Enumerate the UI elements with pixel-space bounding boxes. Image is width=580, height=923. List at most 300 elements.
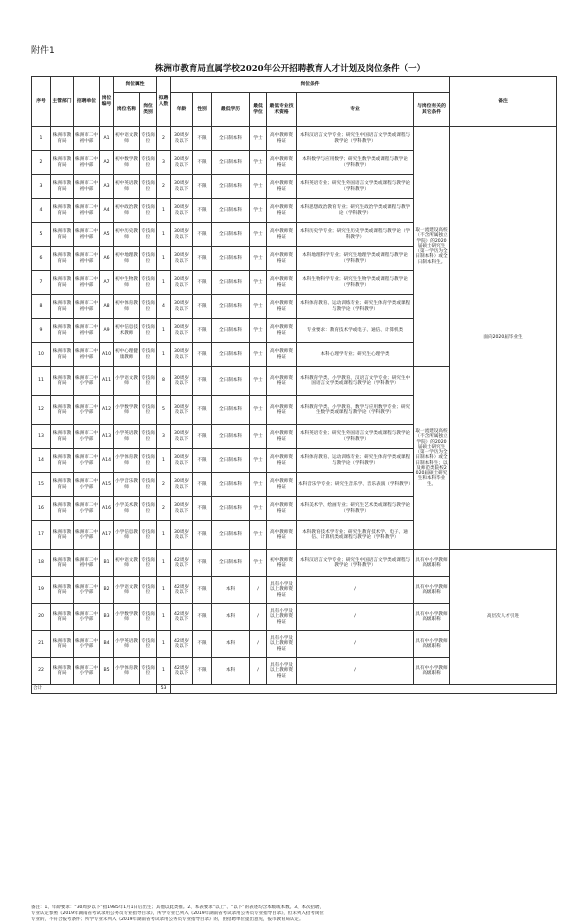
header-num: 拟聘人数 xyxy=(157,77,171,127)
cell-post-type: 专技岗位 xyxy=(140,199,157,223)
cell-qual: 高中教师资格证 xyxy=(267,127,297,151)
cell-post-code: B2 xyxy=(100,577,114,604)
cell-post-name: 初中语文教师 xyxy=(114,127,140,151)
cell-unit: 株洲市二中小学部 xyxy=(74,604,100,631)
cell-dept: 株洲市教育局 xyxy=(51,343,74,367)
cell-dept: 株洲市教育局 xyxy=(51,271,74,295)
total-empty xyxy=(171,685,557,694)
cell-edu: 本科 xyxy=(212,658,250,685)
cell-other: 取一流建设高校（不含所属独立学院）的2020届硕士研究生（第一学历为全日制本科）或全日制本科生；以及师范类院校2020届硕士研究生和本科毕业生。 xyxy=(414,367,450,550)
cell-gender: 不限 xyxy=(193,247,212,271)
cell-seq: 12 xyxy=(32,396,51,425)
cell-other: 具有中小学教师高级职称 xyxy=(414,577,450,604)
cell-unit: 株洲市二中初中部 xyxy=(74,550,100,577)
table-row xyxy=(32,550,557,577)
cell-degree: 学士 xyxy=(250,521,267,550)
cell-qual: 具有小学及以上教师资格证 xyxy=(267,631,297,658)
cell-major: 本科教育技术学专业；研究生教育技术学、电子、通信、计算机类或课程与教学论（学科教学） xyxy=(297,521,414,550)
footnote-line: 备注：1、年龄要求：“30周岁以下”指1985年1月1日后出生；其他以此类推。2、本表要求“以上”、“以下”的表述均含本级或本数。3、本次招聘， xyxy=(31,905,324,910)
cell-unit: 株洲市二中初中部 xyxy=(74,247,100,271)
cell-major: / xyxy=(297,658,414,685)
cell-seq: 14 xyxy=(32,449,51,473)
cell-seq: 1 xyxy=(32,127,51,151)
cell-major: 本科生物科学专业；研究生生物学类或课程与教学论（学科教学） xyxy=(297,271,414,295)
cell-dept: 株洲市教育局 xyxy=(51,295,74,319)
cell-edu: 全日制本科 xyxy=(212,127,250,151)
cell-other: 具有中小学教师高级职称 xyxy=(414,550,450,577)
cell-degree: 学士 xyxy=(250,497,267,521)
cell-dept: 株洲市教育局 xyxy=(51,658,74,685)
cell-dept: 株洲市教育局 xyxy=(51,449,74,473)
cell-unit: 株洲市二中小学部 xyxy=(74,497,100,521)
cell-post-type: 专技岗位 xyxy=(140,127,157,151)
cell-seq: 15 xyxy=(32,473,51,497)
cell-post-code: A13 xyxy=(100,425,114,449)
cell-num: 1 xyxy=(157,343,171,367)
cell-unit: 株洲市二中初中部 xyxy=(74,127,100,151)
cell-gender: 不限 xyxy=(193,223,212,247)
cell-edu: 全日制本科 xyxy=(212,473,250,497)
cell-edu: 全日制本科 xyxy=(212,449,250,473)
cell-post-type: 专技岗位 xyxy=(140,223,157,247)
cell-edu: 全日制本科 xyxy=(212,367,250,396)
cell-major: 本科思想政治教育专业；研究生政治学类或课程与教学论（学科教学） xyxy=(297,199,414,223)
cell-num: 1 xyxy=(157,271,171,295)
cell-post-code: B1 xyxy=(100,550,114,577)
cell-post-code: A14 xyxy=(100,449,114,473)
cell-num: 2 xyxy=(157,497,171,521)
cell-seq: 11 xyxy=(32,367,51,396)
cell-num: 1 xyxy=(157,604,171,631)
cell-seq: 16 xyxy=(32,497,51,521)
cell-qual: 高中教师资格证 xyxy=(267,223,297,247)
table-row xyxy=(32,127,557,151)
cell-unit: 株洲市二中初中部 xyxy=(74,271,100,295)
cell-post-type: 专技岗位 xyxy=(140,521,157,550)
cell-degree: / xyxy=(250,658,267,685)
cell-degree: 学士 xyxy=(250,449,267,473)
cell-edu: 本科 xyxy=(212,577,250,604)
cell-dept: 株洲市教育局 xyxy=(51,127,74,151)
cell-degree: 学士 xyxy=(250,271,267,295)
cell-post-name: 初中体育教师 xyxy=(114,295,140,319)
cell-seq: 22 xyxy=(32,658,51,685)
cell-qual: 具有小学及以上教师资格证 xyxy=(267,658,297,685)
cell-gender: 不限 xyxy=(193,343,212,367)
header-remark: 备注 xyxy=(450,77,557,127)
cell-unit: 株洲市二中初中部 xyxy=(74,151,100,175)
cell-post-name: 初中生物教师 xyxy=(114,271,140,295)
cell-major: 本科英语专业；研究生外国语言文学类或课程与教学论（学科教学） xyxy=(297,175,414,199)
cell-edu: 全日制本科 xyxy=(212,271,250,295)
total-row xyxy=(32,685,557,694)
cell-edu: 全日制本科 xyxy=(212,319,250,343)
cell-post-type: 专技岗位 xyxy=(140,271,157,295)
cell-post-type: 专技岗位 xyxy=(140,577,157,604)
cell-qual: 高中教师资格证 xyxy=(267,449,297,473)
cell-age: 30周岁及以下 xyxy=(171,199,193,223)
cell-seq: 7 xyxy=(32,271,51,295)
cell-num: 1 xyxy=(157,550,171,577)
cell-edu: 全日制本科 xyxy=(212,175,250,199)
cell-degree: 学士 xyxy=(250,319,267,343)
header-gender: 性别 xyxy=(193,93,212,127)
cell-edu: 全日制本科 xyxy=(212,223,250,247)
cell-dept: 株洲市教育局 xyxy=(51,367,74,396)
header-age: 年龄 xyxy=(171,93,193,127)
cell-post-type: 专技岗位 xyxy=(140,343,157,367)
cell-qual: 高中教师资格证 xyxy=(267,271,297,295)
cell-seq: 8 xyxy=(32,295,51,319)
cell-major: 本科体育教育、运动训练专业；研究生体育学类或课程与教学论（学科教学） xyxy=(297,295,414,319)
cell-post-type: 专技岗位 xyxy=(140,658,157,685)
cell-gender: 不限 xyxy=(193,658,212,685)
cell-dept: 株洲市教育局 xyxy=(51,497,74,521)
cell-num: 1 xyxy=(157,247,171,271)
cell-unit: 株洲市二中小学部 xyxy=(74,521,100,550)
cell-edu: 全日制本科 xyxy=(212,497,250,521)
cell-edu: 全日制本科 xyxy=(212,396,250,425)
header-post-name: 岗位名称 xyxy=(114,93,140,127)
cell-age: 30周岁及以下 xyxy=(171,151,193,175)
cell-qual: 高中教师资格证 xyxy=(267,473,297,497)
cell-age: 30周岁及以下 xyxy=(171,247,193,271)
cell-qual: 高中教师资格证 xyxy=(267,247,297,271)
cell-degree: 学士 xyxy=(250,425,267,449)
header-seq: 序号 xyxy=(32,77,51,127)
cell-major: / xyxy=(297,577,414,604)
cell-edu: 本科 xyxy=(212,604,250,631)
cell-post-name: 小学语文教师 xyxy=(114,367,140,396)
cell-num: 1 xyxy=(157,199,171,223)
cell-degree: 学士 xyxy=(250,151,267,175)
header-other: 与岗位有关的其它条件 xyxy=(414,93,450,127)
cell-major: 专业要求：教育技术学或电子、通信、计算机类 xyxy=(297,319,414,343)
cell-seq: 18 xyxy=(32,550,51,577)
cell-age: 30周岁及以下 xyxy=(171,521,193,550)
cell-age: 30周岁及以下 xyxy=(171,295,193,319)
cell-num: 1 xyxy=(157,223,171,247)
cell-post-type: 专技岗位 xyxy=(140,175,157,199)
cell-degree: / xyxy=(250,577,267,604)
cell-seq: 13 xyxy=(32,425,51,449)
cell-seq: 5 xyxy=(32,223,51,247)
cell-major: / xyxy=(297,631,414,658)
cell-unit: 株洲市二中小学部 xyxy=(74,658,100,685)
cell-qual: 具有小学及以上教师资格证 xyxy=(267,577,297,604)
cell-gender: 不限 xyxy=(193,367,212,396)
cell-post-type: 专技岗位 xyxy=(140,497,157,521)
cell-num: 8 xyxy=(157,367,171,396)
cell-age: 42周岁及以下 xyxy=(171,658,193,685)
cell-unit: 株洲市二中小学部 xyxy=(74,577,100,604)
cell-edu: 全日制本科 xyxy=(212,247,250,271)
cell-other: 具有中小学教师高级职称 xyxy=(414,631,450,658)
cell-age: 42周岁及以下 xyxy=(171,631,193,658)
cell-num: 2 xyxy=(157,127,171,151)
header-post-code: 岗位编号 xyxy=(100,77,114,127)
cell-gender: 不限 xyxy=(193,127,212,151)
cell-post-type: 专技岗位 xyxy=(140,319,157,343)
cell-qual: 高中教师资格证 xyxy=(267,343,297,367)
cell-num: 2 xyxy=(157,175,171,199)
header-conditions: 岗位条件 xyxy=(171,77,450,93)
cell-major: 本科汉语言文学专业；研究生中国语言文学类或课程与教学论（学科教学） xyxy=(297,127,414,151)
cell-age: 30周岁及以下 xyxy=(171,425,193,449)
cell-degree: 学士 xyxy=(250,175,267,199)
header-dept: 主管部门 xyxy=(51,77,74,127)
cell-post-name: 小学体育教师 xyxy=(114,449,140,473)
cell-qual: 高中教师资格证 xyxy=(267,295,297,319)
cell-gender: 不限 xyxy=(193,521,212,550)
header-qual: 最低专业技术资格 xyxy=(267,93,297,127)
header-post-type: 岗位类别 xyxy=(140,93,157,127)
table-body xyxy=(32,127,557,694)
cell-gender: 不限 xyxy=(193,425,212,449)
cell-seq: 6 xyxy=(32,247,51,271)
cell-post-type: 专技岗位 xyxy=(140,367,157,396)
cell-post-name: 初中英语教师 xyxy=(114,175,140,199)
cell-age: 30周岁及以下 xyxy=(171,319,193,343)
cell-age: 30周岁及以下 xyxy=(171,497,193,521)
cell-post-name: 小学英语教师 xyxy=(114,631,140,658)
cell-dept: 株洲市教育局 xyxy=(51,550,74,577)
cell-major: 本科数学与应用数学；研究生数学类或课程与教学论（学科教学） xyxy=(297,151,414,175)
cell-seq: 20 xyxy=(32,604,51,631)
cell-num: 1 xyxy=(157,577,171,604)
cell-num: 1 xyxy=(157,521,171,550)
cell-dept: 株洲市教育局 xyxy=(51,199,74,223)
cell-post-code: A1 xyxy=(100,127,114,151)
cell-post-type: 专技岗位 xyxy=(140,396,157,425)
cell-post-type: 专技岗位 xyxy=(140,449,157,473)
cell-post-code: A8 xyxy=(100,295,114,319)
cell-post-type: 专技岗位 xyxy=(140,425,157,449)
cell-gender: 不限 xyxy=(193,271,212,295)
cell-gender: 不限 xyxy=(193,295,212,319)
recruitment-table xyxy=(31,76,557,694)
cell-age: 42周岁及以下 xyxy=(171,604,193,631)
cell-qual: 高中教师资格证 xyxy=(267,367,297,396)
cell-post-code: A10 xyxy=(100,343,114,367)
cell-post-code: A7 xyxy=(100,271,114,295)
cell-post-name: 初中历史教师 xyxy=(114,223,140,247)
cell-unit: 株洲市二中初中部 xyxy=(74,319,100,343)
cell-degree: 学士 xyxy=(250,396,267,425)
cell-post-code: B5 xyxy=(100,658,114,685)
cell-unit: 株洲市二中小学部 xyxy=(74,449,100,473)
cell-post-name: 初中政治教师 xyxy=(114,199,140,223)
cell-gender: 不限 xyxy=(193,473,212,497)
cell-other: 具有中小学教师高级职称 xyxy=(414,658,450,685)
cell-post-type: 专技岗位 xyxy=(140,247,157,271)
cell-degree: 学士 xyxy=(250,295,267,319)
cell-major: 本科英语专业；研究生外国语言文学类或课程与教学论（学科教学） xyxy=(297,425,414,449)
cell-dept: 株洲市教育局 xyxy=(51,319,74,343)
cell-seq: 3 xyxy=(32,175,51,199)
cell-edu: 全日制本科 xyxy=(212,199,250,223)
cell-dept: 株洲市教育局 xyxy=(51,473,74,497)
cell-num: 4 xyxy=(157,295,171,319)
cell-unit: 株洲市二中小学部 xyxy=(74,367,100,396)
cell-major: 本科音乐学专业；研究生音乐学、音乐表演（学科教学） xyxy=(297,473,414,497)
header-major: 专业 xyxy=(297,93,414,127)
cell-seq: 21 xyxy=(32,631,51,658)
cell-gender: 不限 xyxy=(193,550,212,577)
cell-post-code: A5 xyxy=(100,223,114,247)
cell-dept: 株洲市教育局 xyxy=(51,247,74,271)
cell-post-name: 小学美术教师 xyxy=(114,497,140,521)
cell-unit: 株洲市二中初中部 xyxy=(74,343,100,367)
total-num: 53 xyxy=(157,685,171,694)
cell-post-code: A15 xyxy=(100,473,114,497)
cell-dept: 株洲市教育局 xyxy=(51,151,74,175)
cell-gender: 不限 xyxy=(193,497,212,521)
cell-degree: 学士 xyxy=(250,127,267,151)
cell-gender: 不限 xyxy=(193,449,212,473)
cell-post-name: 小学信息教师 xyxy=(114,521,140,550)
cell-post-type: 专技岗位 xyxy=(140,295,157,319)
total-label: 合计 xyxy=(32,685,157,694)
cell-dept: 株洲市教育局 xyxy=(51,223,74,247)
cell-post-code: B4 xyxy=(100,631,114,658)
attachment-label: 附件1 xyxy=(31,46,55,56)
cell-unit: 株洲市二中小学部 xyxy=(74,631,100,658)
cell-edu: 全日制本科 xyxy=(212,151,250,175)
cell-num: 1 xyxy=(157,449,171,473)
cell-post-name: 小学音乐教师 xyxy=(114,473,140,497)
cell-age: 42周岁及以下 xyxy=(171,550,193,577)
cell-age: 30周岁及以下 xyxy=(171,175,193,199)
cell-degree: 学士 xyxy=(250,343,267,367)
cell-post-code: A11 xyxy=(100,367,114,396)
cell-seq: 19 xyxy=(32,577,51,604)
cell-post-code: A12 xyxy=(100,396,114,425)
cell-qual: 高中教师资格证 xyxy=(267,199,297,223)
cell-age: 30周岁及以下 xyxy=(171,343,193,367)
cell-unit: 株洲市二中初中部 xyxy=(74,175,100,199)
cell-major: 本科美术学、绘画专业；研究生艺术类或课程与教学论（学科教学） xyxy=(297,497,414,521)
cell-gender: 不限 xyxy=(193,604,212,631)
cell-num: 1 xyxy=(157,319,171,343)
cell-qual: 高中教师资格证 xyxy=(267,175,297,199)
cell-post-name: 初中信息技术教师 xyxy=(114,319,140,343)
cell-major: 本科体育教育、运动训练专业；研究生体育学类或课程与教学论（学科教学） xyxy=(297,449,414,473)
cell-age: 30周岁及以下 xyxy=(171,396,193,425)
cell-post-name: 小学英语教师 xyxy=(114,425,140,449)
header-edu: 最低学历 xyxy=(212,93,250,127)
cell-degree: 学士 xyxy=(250,199,267,223)
cell-gender: 不限 xyxy=(193,319,212,343)
cell-qual: 高中教师资格证 xyxy=(267,521,297,550)
cell-degree: / xyxy=(250,604,267,631)
cell-unit: 株洲市二中小学部 xyxy=(74,396,100,425)
cell-qual: 初中教师资格证 xyxy=(267,550,297,577)
cell-qual: 高中教师资格证 xyxy=(267,425,297,449)
footnotes xyxy=(31,905,556,923)
cell-degree: 学士 xyxy=(250,550,267,577)
cell-degree: 学士 xyxy=(250,247,267,271)
cell-num: 1 xyxy=(157,631,171,658)
cell-degree: / xyxy=(250,631,267,658)
header-degree: 最低学位 xyxy=(250,93,267,127)
page-title: 株洲市教育局直属学校2020年公开招聘教育人才计划及岗位条件（一） xyxy=(154,64,426,74)
cell-post-name: 小学语文教师 xyxy=(114,577,140,604)
cell-dept: 株洲市教育局 xyxy=(51,425,74,449)
cell-gender: 不限 xyxy=(193,199,212,223)
cell-dept: 株洲市教育局 xyxy=(51,577,74,604)
cell-edu: 全日制本科 xyxy=(212,521,250,550)
cell-post-code: A17 xyxy=(100,521,114,550)
cell-major: 本科地理科学专业；研究生地理学类或课程与教学论（学科教学） xyxy=(297,247,414,271)
cell-major: 本科心理学专业；研究生心理学类 xyxy=(297,343,414,367)
cell-seq: 9 xyxy=(32,319,51,343)
cell-post-code: A2 xyxy=(100,151,114,175)
cell-qual: 具有小学及以上教师资格证 xyxy=(267,604,297,631)
cell-num: 5 xyxy=(157,396,171,425)
cell-degree: 学士 xyxy=(250,473,267,497)
cell-gender: 不限 xyxy=(193,151,212,175)
cell-dept: 株洲市教育局 xyxy=(51,175,74,199)
cell-unit: 株洲市二中初中部 xyxy=(74,295,100,319)
cell-post-name: 初中地理教师 xyxy=(114,247,140,271)
cell-post-name: 小学体育教师 xyxy=(114,658,140,685)
cell-edu: 全日制本科 xyxy=(212,343,250,367)
cell-age: 42周岁及以下 xyxy=(171,577,193,604)
cell-dept: 株洲市教育局 xyxy=(51,604,74,631)
cell-gender: 不限 xyxy=(193,396,212,425)
cell-degree: 学士 xyxy=(250,223,267,247)
cell-post-code: A16 xyxy=(100,497,114,521)
cell-edu: 本科 xyxy=(212,631,250,658)
cell-qual: 高中教师资格证 xyxy=(267,396,297,425)
cell-post-code: A9 xyxy=(100,319,114,343)
cell-remark: 高层次人才引进 xyxy=(450,550,557,685)
cell-unit: 株洲市二中初中部 xyxy=(74,199,100,223)
cell-num: 2 xyxy=(157,473,171,497)
cell-post-type: 专技岗位 xyxy=(140,631,157,658)
cell-unit: 株洲市二中初中部 xyxy=(74,223,100,247)
cell-age: 30周岁及以下 xyxy=(171,449,193,473)
cell-age: 30周岁及以下 xyxy=(171,271,193,295)
cell-dept: 株洲市教育局 xyxy=(51,521,74,550)
cell-post-name: 初中数学教师 xyxy=(114,151,140,175)
cell-post-name: 小学数学教师 xyxy=(114,604,140,631)
cell-major: 本科汉语言文学专业；研究生中国语言文学类或课程与教学论（学科教学） xyxy=(297,550,414,577)
cell-dept: 株洲市教育局 xyxy=(51,396,74,425)
cell-gender: 不限 xyxy=(193,175,212,199)
cell-degree: 学士 xyxy=(250,367,267,396)
footnote-line: 专业的，不符合报考条件；所学专业未列入《2019年湖南省考试录用公务员专业指导目录》的，由招聘单位提出意见，报市教育局认定。 xyxy=(31,916,304,922)
cell-post-name: 初中心理健康教师 xyxy=(114,343,140,367)
cell-qual: 高中教师资格证 xyxy=(267,319,297,343)
cell-post-code: A4 xyxy=(100,199,114,223)
cell-major: 本科教育学类、小学教育、数学与应用数学专业；研究生数学类或课程与教学论（学科教学） xyxy=(297,396,414,425)
cell-remark: 面向2020届毕业生 xyxy=(450,127,557,550)
cell-qual: 高中教师资格证 xyxy=(267,497,297,521)
cell-num: 3 xyxy=(157,425,171,449)
cell-seq: 10 xyxy=(32,343,51,367)
cell-unit: 株洲市二中小学部 xyxy=(74,473,100,497)
cell-seq: 4 xyxy=(32,199,51,223)
header-unit: 招聘单位 xyxy=(74,77,100,127)
cell-edu: 全日制本科 xyxy=(212,550,250,577)
cell-age: 30周岁及以下 xyxy=(171,127,193,151)
cell-num: 3 xyxy=(157,151,171,175)
cell-post-name: 小学数学教师 xyxy=(114,396,140,425)
cell-major: 本科教育学类、小学教育、汉语言文学专业；研究生中国语言文学类或课程与教学论（学科教学） xyxy=(297,367,414,396)
cell-edu: 全日制本科 xyxy=(212,295,250,319)
